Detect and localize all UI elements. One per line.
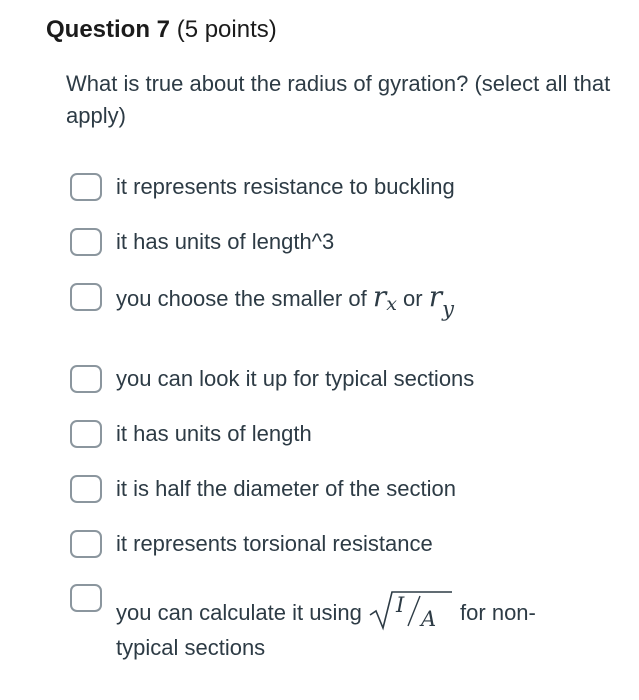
option-label-text: you can calculate it using bbox=[116, 599, 368, 625]
option-label: you can look it up for typical sections bbox=[116, 366, 475, 391]
math-sub-x: x bbox=[386, 293, 397, 315]
math-r: r bbox=[372, 280, 387, 313]
option-label-continued: typical sections bbox=[116, 635, 266, 660]
option-label bbox=[116, 280, 454, 321]
math-r-x bbox=[372, 280, 397, 315]
fraction-slash bbox=[408, 596, 420, 626]
math-r: r bbox=[428, 280, 443, 313]
checkbox[interactable] bbox=[70, 475, 102, 503]
option-label: it represents resistance to buckling bbox=[116, 174, 455, 199]
checkbox[interactable] bbox=[70, 365, 102, 393]
math-sub-y: y bbox=[442, 297, 454, 321]
question-title: Question 7 bbox=[46, 16, 171, 43]
checkbox[interactable] bbox=[70, 530, 102, 558]
question-points: (5 points) bbox=[176, 16, 277, 43]
option-label: it is half the diameter of the section bbox=[116, 476, 456, 501]
option-label: it has units of length bbox=[116, 421, 312, 446]
option-label: it represents torsional resistance bbox=[116, 531, 433, 556]
checkbox[interactable] bbox=[70, 420, 102, 448]
checkbox[interactable] bbox=[70, 584, 102, 612]
option-label bbox=[116, 592, 536, 636]
checkbox[interactable] bbox=[70, 283, 102, 311]
math-r-y bbox=[428, 280, 454, 321]
question-prompt: What is true about the radius of gyration? (select all that apply) bbox=[66, 71, 611, 128]
option-label-text: you choose the smaller of bbox=[116, 286, 373, 311]
option-label-or: or bbox=[396, 286, 429, 311]
sqrt-formula bbox=[368, 588, 454, 632]
formula-numerator: I bbox=[395, 593, 405, 617]
checkbox[interactable] bbox=[70, 228, 102, 256]
option-label: it has units of length^3 bbox=[116, 229, 335, 254]
formula-denominator: A bbox=[420, 607, 437, 631]
question-header bbox=[46, 16, 277, 44]
sqrt-radical bbox=[370, 592, 452, 628]
checkbox[interactable] bbox=[70, 173, 102, 201]
option-label-text-after: for non- bbox=[453, 599, 536, 625]
